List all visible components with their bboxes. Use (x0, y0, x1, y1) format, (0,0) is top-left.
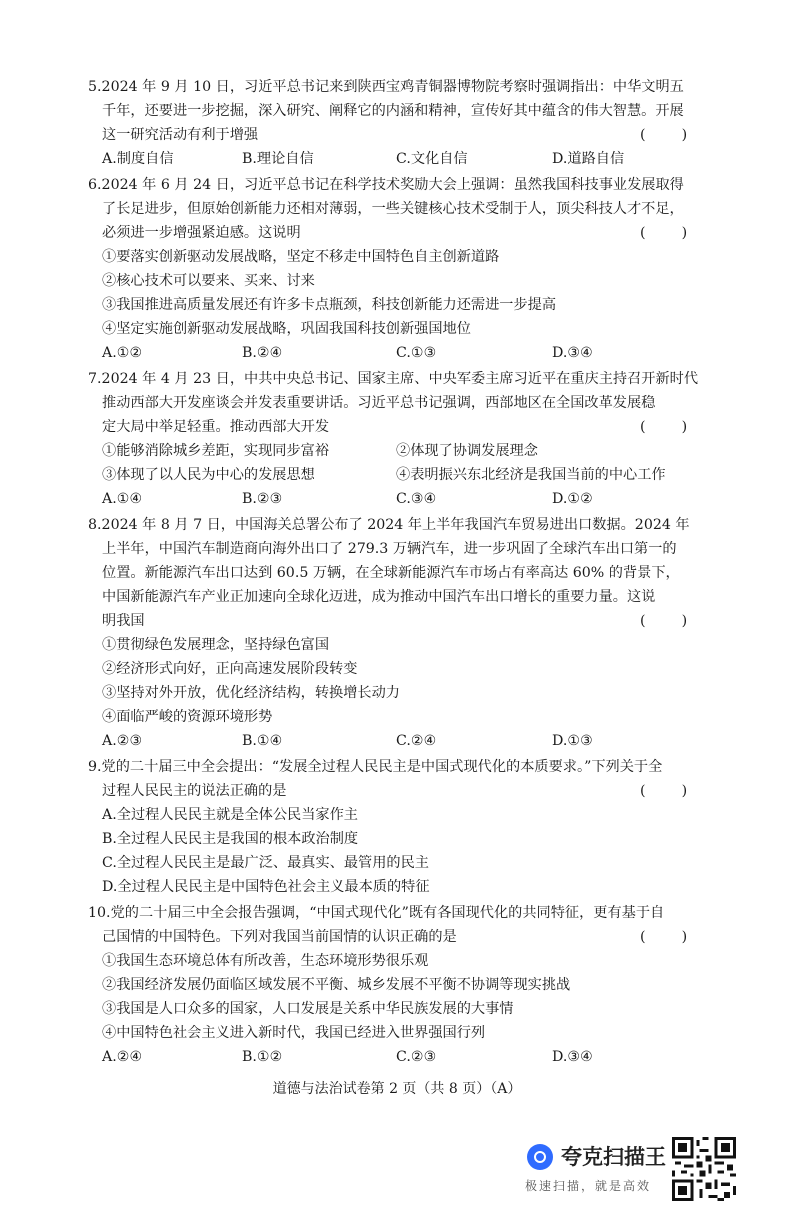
page-footer: 道德与法治试卷第 2 页（共 8 页）（A） (272, 1081, 522, 1097)
question-5-line-2: 千年，还要进一步挖掘，深入研究、阐释它的内涵和精神，宣传好其中蕴含的伟大智慧。开展 (102, 103, 684, 119)
question-8-statement-3: ③坚持对外开放，优化经济结构，转换增长动力 (102, 685, 400, 701)
question-8-statement-1: ①贯彻绿色发展理念，坚持绿色富国 (102, 637, 330, 653)
quark-scanner-logo-icon (527, 1144, 553, 1170)
question-7-line-3: 定大局中举足轻重。推动西部大开发 (102, 419, 330, 435)
question-6-line-2: 了长足进步，但原始创新能力还相对薄弱，一些关键核心技术受制于人，顶尖科技人才不足， (102, 201, 684, 217)
question-5-line-3: 这一研究活动有利于增强 (102, 127, 259, 143)
question-6-option-a[interactable]: A.①② (102, 345, 143, 361)
question-10-option-d[interactable]: D.③④ (552, 1049, 593, 1065)
question-10-statement-1: ①我国生态环境总体有所改善，生态环境形势很乐观 (102, 953, 429, 969)
qr-code-icon (672, 1137, 736, 1201)
question-7-statement-3: ③体现了以人民为中心的发展思想 (102, 467, 315, 483)
question-5-option-c[interactable]: C.文化自信 (396, 151, 468, 167)
question-8-answer-blank[interactable]: ( ) (640, 613, 688, 629)
question-5-option-d[interactable]: D.道路自信 (552, 151, 625, 167)
question-8-statement-4: ④面临严峻的资源环境形势 (102, 709, 273, 725)
question-10-answer-blank[interactable]: ( ) (640, 929, 688, 945)
question-9-option-c[interactable]: C.全过程人民民主是最广泛、最真实、最管用的民主 (102, 855, 429, 871)
question-7-statement-4: ④表明振兴东北经济是我国当前的中心工作 (396, 467, 666, 483)
question-8-option-a[interactable]: A.②③ (102, 733, 143, 749)
question-8-statement-2: ②经济形式向好，正向高速发展阶段转变 (102, 661, 358, 677)
question-8-option-c[interactable]: C.②④ (396, 733, 437, 749)
question-5-option-a[interactable]: A.制度自信 (102, 151, 174, 167)
question-6-statement-1: ①要落实创新驱动发展战略，坚定不移走中国特色自主创新道路 (102, 249, 500, 265)
question-9-option-d[interactable]: D.全过程人民民主是中国特色社会主义最本质的特征 (102, 879, 430, 895)
question-5-answer-blank[interactable]: ( ) (640, 127, 688, 143)
question-7-option-c[interactable]: C.③④ (396, 491, 437, 507)
question-7-option-d[interactable]: D.①② (552, 491, 593, 507)
question-9-line-1: 9.党的二十届三中全会提出：“发展全过程人民民主是中国式现代化的本质要求。”下列关于全 (88, 759, 663, 775)
question-6-statement-2: ②核心技术可以要来、买来、讨来 (102, 273, 315, 289)
question-8-line-3: 位置。新能源汽车出口达到 60.5 万辆，在全球新能源汽车市场占有率高达 60% 的背景下， (102, 565, 680, 581)
question-6-statement-4: ④坚定实施创新驱动发展战略，巩固我国科技创新强国地位 (102, 321, 471, 337)
question-10-option-c[interactable]: C.②③ (396, 1049, 437, 1065)
question-7-statement-2: ②体现了协调发展理念 (396, 443, 538, 459)
question-8-option-d[interactable]: D.①③ (552, 733, 593, 749)
question-5-option-b[interactable]: B.理论自信 (242, 151, 314, 167)
question-7-option-b[interactable]: B.②③ (242, 491, 283, 507)
watermark-slogan: 极速扫描，就是高效 (525, 1179, 652, 1193)
question-6-option-d[interactable]: D.③④ (552, 345, 593, 361)
question-8-line-2: 上半年，中国汽车制造商向海外出口了 279.3 万辆汽车，进一步巩固了全球汽车出口第一的 (102, 541, 677, 557)
question-10-option-a[interactable]: A.②④ (102, 1049, 143, 1065)
question-9-line-2: 过程人民民主的说法正确的是 (102, 783, 287, 799)
question-7-statement-1: ①能够消除城乡差距，实现同步富裕 (102, 443, 330, 459)
question-10-statement-4: ④中国特色社会主义进入新时代，我国已经进入世界强国行列 (102, 1025, 486, 1041)
question-6-option-c[interactable]: C.①③ (396, 345, 437, 361)
question-8-option-b[interactable]: B.①④ (242, 733, 283, 749)
question-7-line-2: 推动西部大开发座谈会并发表重要讲话。习近平总书记强调，西部地区在全国改革发展稳 (102, 395, 656, 411)
question-8-line-5: 明我国 (102, 613, 145, 629)
question-9-answer-blank[interactable]: ( ) (640, 783, 688, 799)
question-5-line-1: 5.2024 年 9 月 10 日，习近平总书记来到陕西宝鸡青铜器博物院考察时强调指出：中华文明五 (88, 79, 684, 95)
question-7-option-a[interactable]: A.①④ (102, 491, 143, 507)
question-6-statement-3: ③我国推进高质量发展还有许多卡点瓶颈，科技创新能力还需进一步提高 (102, 297, 557, 313)
question-7-line-1: 7.2024 年 4 月 23 日，中共中央总书记、国家主席、中央军委主席习近平在重庆主持召开新时代 (88, 371, 699, 387)
question-10-option-b[interactable]: B.①② (242, 1049, 283, 1065)
question-9-option-b[interactable]: B.全过程人民民主是我国的根本政治制度 (102, 831, 359, 847)
question-6-answer-blank[interactable]: ( ) (640, 225, 688, 241)
watermark-brand: 夸克扫描王 (561, 1145, 666, 1169)
question-10-line-1: 10.党的二十届三中全会报告强调，“中国式现代化”既有各国现代化的共同特征，更有基于自 (88, 905, 665, 921)
question-6-option-b[interactable]: B.②④ (242, 345, 283, 361)
question-10-statement-3: ③我国是人口众多的国家，人口发展是关系中华民族发展的大事情 (102, 1001, 514, 1017)
question-7-answer-blank[interactable]: ( ) (640, 419, 688, 435)
question-9-option-a[interactable]: A.全过程人民民主就是全体公民当家作主 (102, 807, 358, 823)
question-10-line-2: 己国情的中国特色。下列对我国当前国情的认识正确的是 (102, 929, 457, 945)
question-8-line-1: 8.2024 年 8 月 7 日，中国海关总署公布了 2024 年上半年我国汽车贸易进出口数据。2024 年 (88, 517, 690, 533)
question-6-line-1: 6.2024 年 6 月 24 日，习近平总书记在科学技术奖励大会上强调：虽然我国科技事业发展取得 (88, 177, 684, 193)
question-6-line-3: 必须进一步增强紧迫感。这说明 (102, 225, 301, 241)
question-8-line-4: 中国新能源汽车产业正加速向全球化迈进，成为推动中国汽车出口增长的重要力量。这说 (102, 589, 656, 605)
question-10-statement-2: ②我国经济发展仍面临区域发展不平衡、城乡发展不平衡不协调等现实挑战 (102, 977, 571, 993)
